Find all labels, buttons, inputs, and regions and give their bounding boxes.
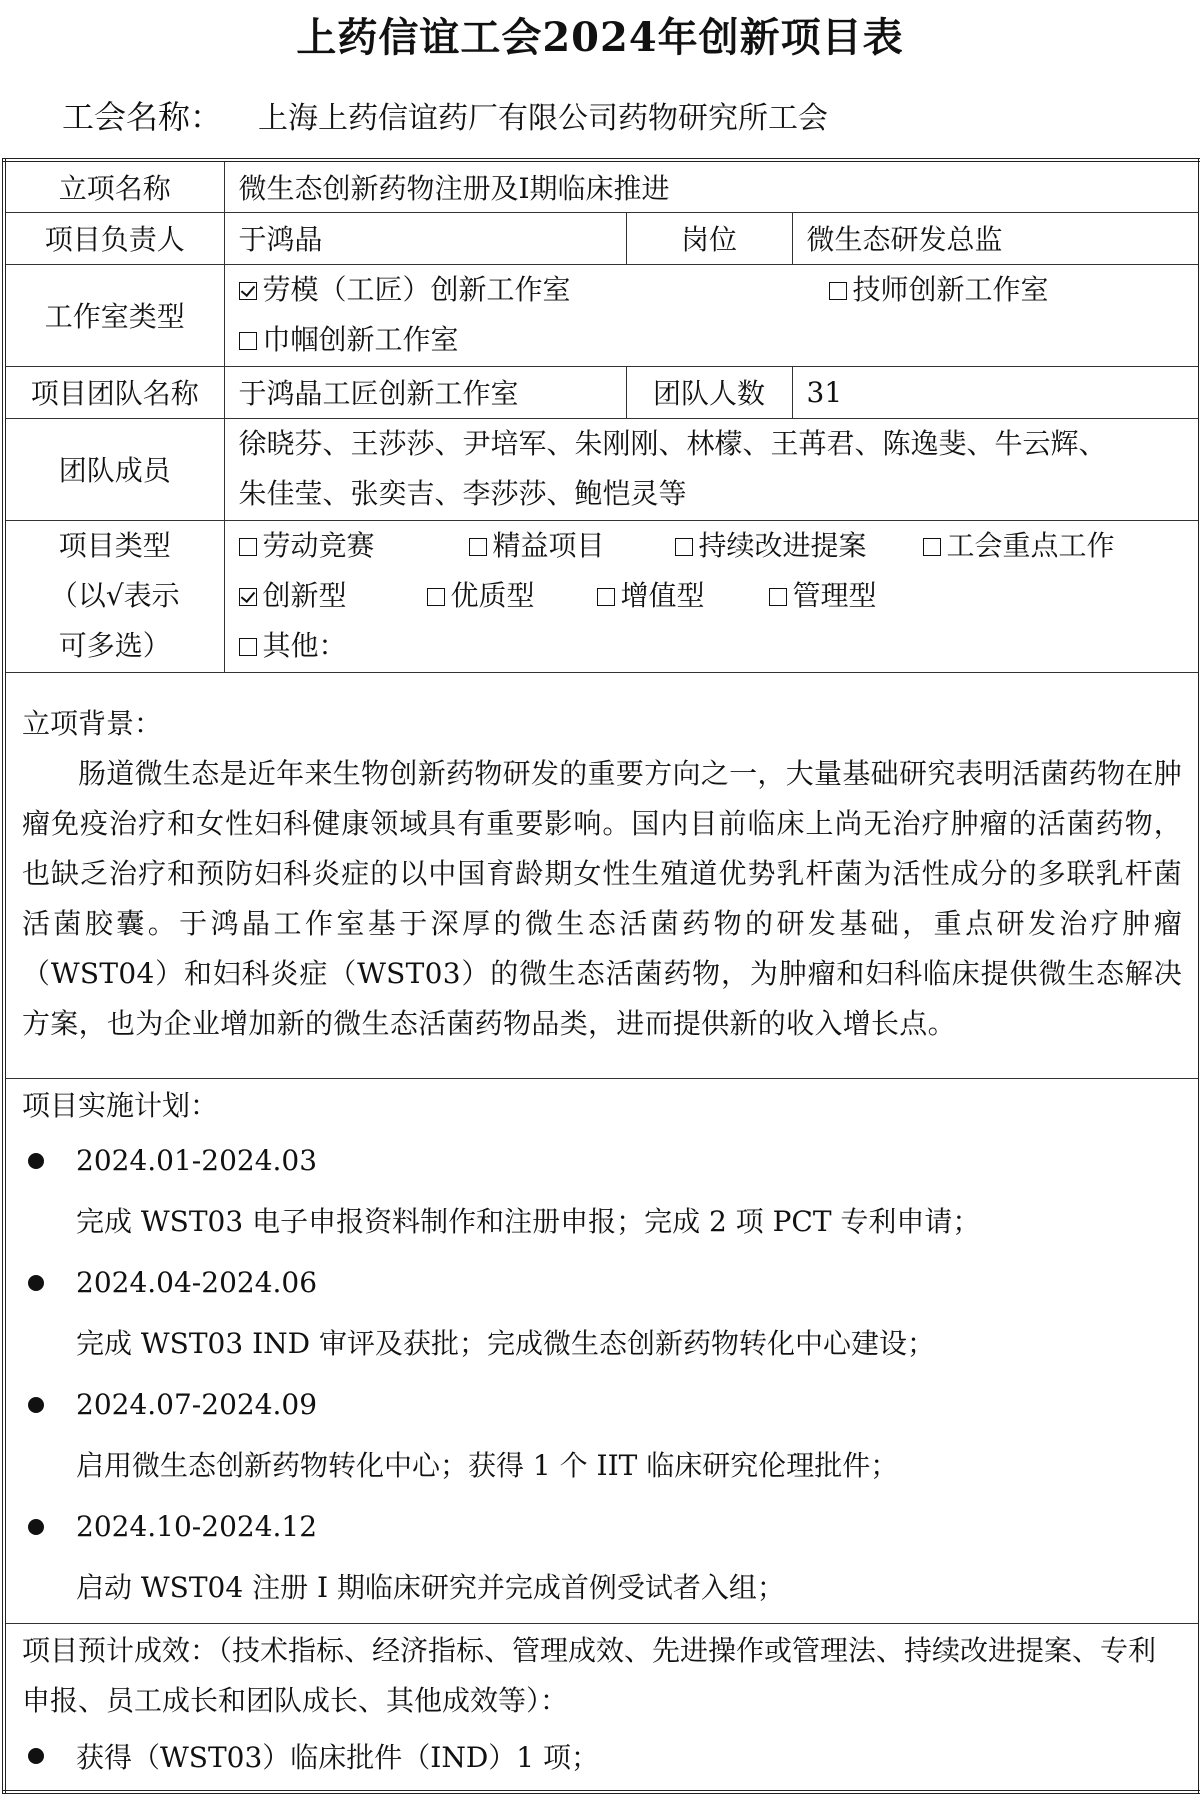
type-option-other[interactable]: 其他： bbox=[239, 621, 347, 671]
row-members bbox=[4, 418, 1200, 520]
row-plan bbox=[4, 1078, 1200, 1623]
checkbox-unchecked-icon[interactable] bbox=[239, 638, 257, 656]
plan-period: 2024.04-2024.06 bbox=[76, 1266, 318, 1299]
plan-period: 2024.07-2024.09 bbox=[76, 1388, 318, 1421]
checkbox-unchecked-icon[interactable] bbox=[469, 538, 487, 556]
leader-value: 于鸿晶 bbox=[224, 212, 626, 264]
checkbox-unchecked-icon[interactable] bbox=[769, 588, 787, 606]
union-name-label: 工会名称： bbox=[62, 98, 223, 136]
project-type-label: 项目类型 （以√表示 可多选） bbox=[4, 520, 224, 672]
members-value bbox=[224, 418, 1200, 520]
team-size-label: 团队人数 bbox=[626, 366, 792, 418]
type-option-union-key-work[interactable]: 工会重点工作 bbox=[923, 521, 1115, 571]
union-name-value: 上海上药信谊药厂有限公司药物研究所工会 bbox=[258, 101, 829, 136]
row-project-type bbox=[4, 520, 1200, 672]
plan-item bbox=[22, 1131, 1182, 1191]
type-option-lean-project[interactable]: 精益项目 bbox=[469, 521, 675, 571]
checkbox-unchecked-icon[interactable] bbox=[239, 332, 257, 350]
type-option-value-added[interactable]: 增值型 bbox=[597, 571, 769, 621]
row-outcome bbox=[4, 1623, 1200, 1792]
checkbox-unchecked-icon[interactable] bbox=[239, 538, 257, 556]
type-option-management[interactable]: 管理型 bbox=[769, 571, 877, 621]
type-option-quality[interactable]: 优质型 bbox=[427, 571, 597, 621]
team-name-label: 项目团队名称 bbox=[4, 366, 224, 418]
plan-description: 启用微生态创新药物转化中心；获得 1 个 IIT 临床研究伦理批件； bbox=[76, 1448, 899, 1482]
members-line-1: 徐晓芬、王莎莎、尹培军、朱刚刚、林檬、王苒君、陈逸斐、牛云辉、 bbox=[238, 427, 1107, 460]
bullet-icon bbox=[28, 1748, 44, 1764]
outcome-item bbox=[22, 1726, 1182, 1786]
team-name-value: 于鸿晶工匠创新工作室 bbox=[224, 366, 626, 418]
outcome-section bbox=[4, 1623, 1200, 1792]
type-option-labor-competition[interactable]: 劳动竞赛 bbox=[239, 521, 469, 571]
plan-heading: 项目实施计划： bbox=[22, 1088, 219, 1122]
members-line-2: 朱佳莹、张奕吉、李莎莎、鲍恺灵等 bbox=[238, 477, 687, 510]
row-background bbox=[4, 672, 1200, 1078]
outcome-heading: 项目预计成效：（技术指标、经济指标、管理成效、先进操作或管理法、持续改进提案、专利申报、员工成长和团队成长、其他成效等）： bbox=[22, 1633, 1157, 1717]
team-size-value: 31 bbox=[792, 366, 1200, 418]
plan-description: 完成 WST03 IND 审评及获批；完成微生态创新药物转化中心建设； bbox=[76, 1326, 935, 1360]
studio-type-label: 工作室类型 bbox=[4, 264, 224, 366]
type-option-innovation[interactable]: 创新型 bbox=[239, 571, 427, 621]
bullet-icon bbox=[28, 1275, 44, 1291]
plan-period: 2024.01-2024.03 bbox=[76, 1144, 318, 1177]
plan-item bbox=[22, 1497, 1182, 1557]
position-label: 岗位 bbox=[626, 212, 792, 264]
bullet-icon bbox=[28, 1397, 44, 1413]
position-value: 微生态研发总监 bbox=[792, 212, 1200, 264]
plan-period: 2024.10-2024.12 bbox=[76, 1510, 318, 1543]
checkbox-unchecked-icon[interactable] bbox=[427, 588, 445, 606]
checkbox-unchecked-icon[interactable] bbox=[829, 282, 847, 300]
document-title: 上药信谊工会2024年创新项目表 bbox=[296, 14, 904, 61]
project-name-label: 立项名称 bbox=[4, 160, 224, 212]
background-text: 肠道微生态是近年来生物创新药物研发的重要方向之一，大量基础研究表明活菌药物在肿瘤免疫治疗和女性妇科健康领域具有重要影响。国内目前临床上尚无治疗肿瘤的活菌药物，也缺乏治疗和预防妇科炎症的以中国育龄期女性生殖道优势乳杆菌为活性成分的多联乳杆菌活菌胶囊。于鸿晶工作室基于深厚的微生态活菌药物的研发基础，重点研发治疗肿瘤（WST04）和妇科炎症（WST03）的微生态活菌药物，为肿瘤和妇科临床提供微生态解决方案，也为企业增加新的微生态活菌药物品类，进而提供新的收入增长点。 bbox=[22, 757, 1183, 1040]
row-leader bbox=[4, 212, 1200, 264]
row-team-name bbox=[4, 366, 1200, 418]
checkbox-checked-icon[interactable] bbox=[239, 588, 257, 606]
type-option-continuous-improvement[interactable]: 持续改进提案 bbox=[675, 521, 923, 571]
project-form-table bbox=[2, 158, 1200, 1794]
studio-type-options bbox=[224, 264, 1200, 366]
plan-item bbox=[22, 1375, 1182, 1435]
checkbox-unchecked-icon[interactable] bbox=[675, 538, 693, 556]
studio-option-model-worker[interactable]: 劳模（工匠）创新工作室 bbox=[239, 265, 829, 315]
checkbox-unchecked-icon[interactable] bbox=[597, 588, 615, 606]
union-name-row bbox=[62, 92, 828, 138]
checkbox-checked-icon[interactable] bbox=[239, 282, 257, 300]
studio-option-technician[interactable]: 技师创新工作室 bbox=[829, 265, 1049, 315]
checkbox-unchecked-icon[interactable] bbox=[923, 538, 941, 556]
row-project-name bbox=[4, 160, 1200, 212]
plan-section bbox=[4, 1078, 1200, 1623]
project-type-options bbox=[224, 520, 1200, 672]
plan-description: 启动 WST04 注册 I 期临床研究并完成首例受试者入组； bbox=[76, 1570, 785, 1604]
bullet-icon bbox=[28, 1153, 44, 1169]
row-studio-type bbox=[4, 264, 1200, 366]
leader-label: 项目负责人 bbox=[4, 212, 224, 264]
project-name-value: 微生态创新药物注册及Ⅰ期临床推进 bbox=[224, 160, 1200, 212]
background-section bbox=[4, 672, 1200, 1078]
bullet-icon bbox=[28, 1519, 44, 1535]
members-label: 团队成员 bbox=[4, 418, 224, 520]
plan-description: 完成 WST03 电子申报资料制作和注册申报；完成 2 项 PCT 专利申请； bbox=[76, 1204, 981, 1238]
plan-item bbox=[22, 1253, 1182, 1313]
studio-option-women[interactable]: 巾帼创新工作室 bbox=[239, 315, 459, 365]
outcome-text: 获得（WST03）临床批件（IND）1 项； bbox=[76, 1740, 599, 1774]
background-heading: 立项背景： bbox=[22, 707, 163, 740]
